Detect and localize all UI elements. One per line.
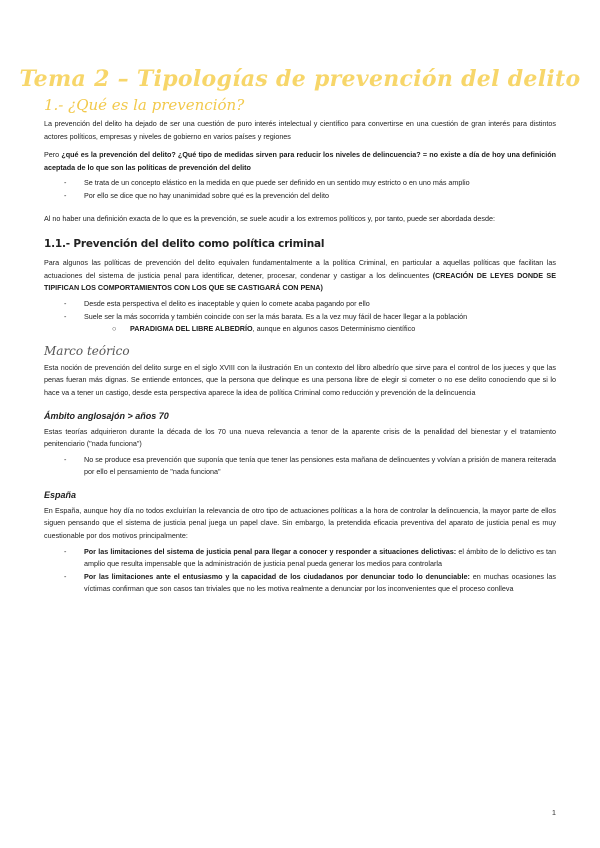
list-item: - Por ello se dice que no hay unanimidad sobre qué es la prevención del delito	[64, 190, 329, 200]
motivo-text: el ámbito de lo delictivo es tan amplio que resulta impensable que la administración de justicia penal pueda generar los medios para controlarla	[84, 546, 556, 569]
sub-list-bold: PARADIGMA DEL LIBRE ALBEDRÍO	[130, 324, 253, 334]
paragraph-politica-criminal	[44, 257, 556, 295]
paragraph-question	[44, 149, 556, 174]
paragraph-marco-teorico: Esta noción de prevención del delito surge en el siglo XVIII con la ilustración En un contexto del libro albedrío que sirve para el control de los jueces y que las penas fueran más dignas. Se entiende entonces, que la persona que delinque es una persona libre de elegir si cometer o no ese delito conociendo que si lo hace va a tener un castigo, desde esta perspectiva aparece la idea de política Criminal como reducción y prevención de la delincuencia	[44, 362, 556, 397]
heading-espana: España	[44, 489, 77, 500]
paragraph-extremos: Al no haber una definición exacta de lo que es la prevención, se suele acudir a los extremos políticos y, por tanto, puede ser abordada desde:	[44, 213, 495, 223]
motivo-bold: Por las limitaciones del sistema de justicia penal para llegar a conocer y responder a situaciones delictivas:	[84, 546, 457, 556]
paragraph-espana: En España, aunque hoy día no todos excluirían la relevancia de otro tipo de actuaciones políticas a la hora de controlar la delincuencia, la mayor parte de ellos siguen pensando que el sistema de justicia penal juega un papel clave. Sin embargo, la pretendida eficacia preventiva del aparato de justicia penal es muy cuestionable por dos motivos principalmente:	[44, 505, 556, 541]
section-heading-que-es-prevencion: 1.- ¿Qué es la prevención?	[44, 96, 245, 114]
list-item-text: Se trata de un concepto elástico en la medida en que puede ser definido en un sentido muy estricto o en uno más amplio	[84, 178, 470, 188]
motivo-text: en muchas ocasiones las víctimas confirman que son casos tan triviales que no les motiva realmente a denunciar por los inconvenientes que el proceso conlleva	[84, 571, 557, 594]
list-item: - Por las limitaciones del sistema de justicia penal para llegar a conocer y responder a situaciones delictivas: el ámbito de lo delictivo es tan amplio que resulta impensable que la administración de justicia penal pueda generar los medios para controlarla	[64, 546, 556, 569]
sub-list-text: , aunque en algunos casos Determinismo científico	[252, 324, 416, 334]
list-item-text: Desde esta perspectiva el delito es inaceptable y quien lo comete acaba pagando por ello	[84, 298, 370, 308]
sub-list-item: ○ PARADIGMA DEL LIBRE ALBEDRÍO, aunque en algunos casos Determinismo científico	[112, 324, 416, 334]
sub-bullet-list	[44, 323, 556, 336]
bullet-list-motivos	[44, 546, 556, 596]
paragraph-intro: La prevención del delito ha dejado de ser una cuestión de puro interés intelectual y científico para convertirse en una cuestión de gran interés para distintos actores políticos, empresas y niveles de gobierno en varios países y regiones	[44, 119, 556, 141]
politica-criminal-bold: (CREACIÓN DE LEYES DONDE SE TIPIFICAN LOS COMPORTAMIENTOS CON LOS QUE SE CASTIGARÁ CON PENA)	[44, 270, 556, 293]
heading-marco-teorico: Marco teórico	[44, 343, 130, 358]
heading-ambito-anglosajon: Ámbito anglosajón > años 70	[44, 410, 169, 421]
bullet-list-definition	[44, 177, 556, 202]
subsection-heading-politica-criminal: 1.1.- Prevención del delito como política criminal	[44, 238, 325, 251]
motivo-bold: Por las limitaciones ante el entusiasmo y la capacidad de los ciudadanos por denunciar todo lo denunciable:	[84, 571, 470, 581]
paragraph-ambito-anglosajon: Estas teorías adquirieron durante la década de los 70 una nueva relevancia a tenor de la aparente crisis de la penalidad del bienestar y el tratamiento penitenciario ("nada funciona")	[44, 426, 556, 449]
bullet-list-perspectiva	[44, 298, 556, 323]
document-title: Tema 2 – Tipologías de prevención del delito	[19, 66, 581, 92]
list-item-text: Por ello se dice que no hay unanimidad sobre qué es la prevención del delito	[84, 190, 329, 200]
bullet-list-ambito	[44, 454, 556, 479]
document-body	[44, 70, 556, 602]
question-lead: Pero	[44, 150, 62, 160]
list-item: - Por las limitaciones ante el entusiasmo y la capacidad de los ciudadanos por denunciar todo lo denunciable: en muchas ocasiones las víctimas confirman que son casos tan triviales que no les motiva realmente a denunciar por los inconvenientes que el proceso conlleva	[64, 571, 557, 594]
list-item-text: Suele ser la más socorrida y también coincide con ser la más barata. Es a la vez muy fácil de hacer llegar a la población	[84, 311, 468, 321]
list-item: - Se trata de un concepto elástico en la medida en que puede ser definido en un sentido muy estricto o en uno más amplio	[64, 178, 470, 188]
list-item-text: No se produce esa prevención que suponía que tenía que tener las pensiones esta mañana de delincuentes y volvían a prisión de manera reiterada por ello el pensamiento de "nada funciona"	[84, 454, 556, 477]
list-item: - No se produce esa prevención que suponía que tenía que tener las pensiones esta mañana de delincuentes y volvían a prisión de manera reiterada por ello el pensamiento de "nada funciona"	[64, 454, 556, 477]
list-item: - Desde esta perspectiva el delito es inaceptable y quien lo comete acaba pagando por ello	[64, 298, 370, 308]
page-number: 1	[551, 808, 556, 817]
list-item: - Suele ser la más socorrida y también coincide con ser la más barata. Es a la vez muy fácil de hacer llegar a la población	[64, 311, 468, 321]
politica-criminal-text: Para algunos las políticas de prevención del delito equivalen fundamentalmente a la política Criminal, en particular a aquellas políticas que facilitan las actuaciones del sistema de justicia penal para identificar, detener, procesar, condenar y castigar a los delincuentes	[44, 258, 556, 280]
question-bold: ¿qué es la prevención del delito? ¿Qué tipo de medidas sirven para reducir los niveles de delincuencia? = no existe a día de hoy una definición aceptada de lo que son las políticas de prevención del delito	[44, 150, 556, 172]
